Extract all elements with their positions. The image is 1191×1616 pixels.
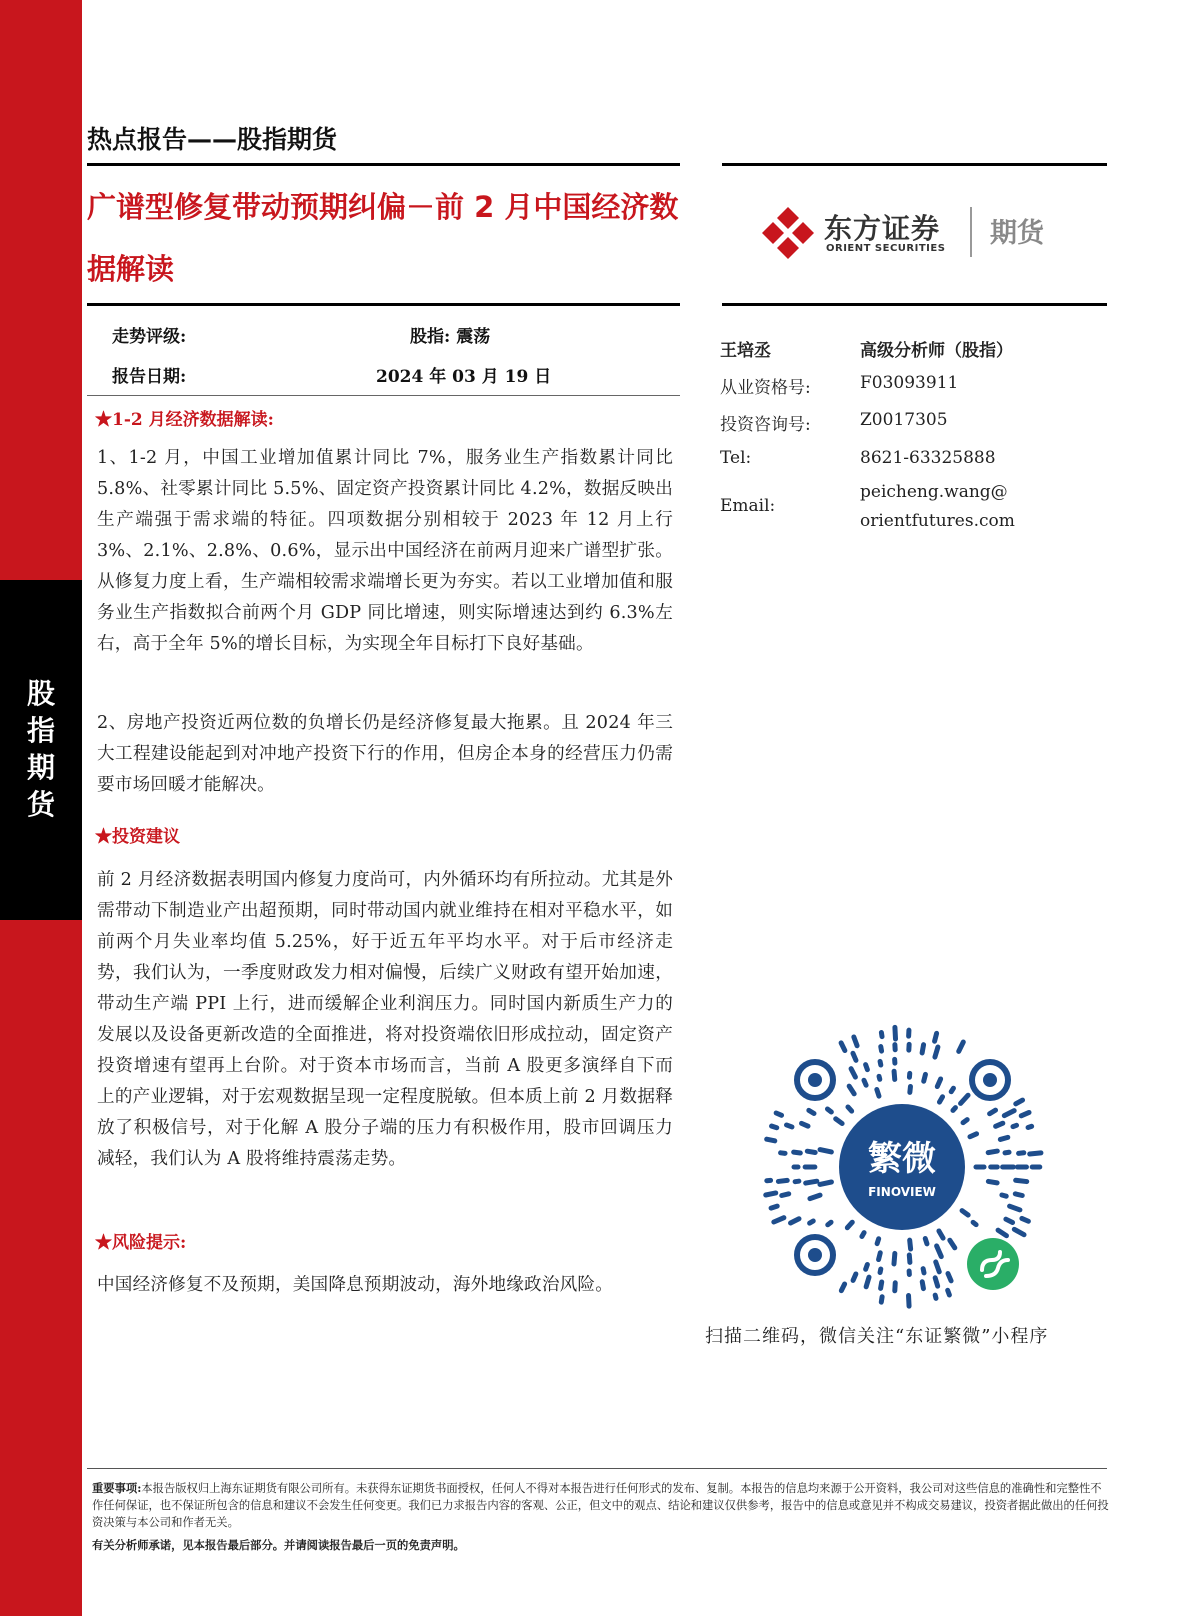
qr-dot bbox=[881, 1282, 882, 1288]
qr-dot bbox=[936, 1262, 940, 1272]
qr-dot bbox=[864, 1080, 866, 1085]
qr-dot bbox=[820, 1150, 831, 1152]
qr-dot bbox=[923, 1269, 924, 1273]
qr-dot bbox=[776, 1113, 781, 1115]
qr-code[interactable] bbox=[755, 1020, 1050, 1315]
qr-dot bbox=[988, 1151, 997, 1153]
analyst-title: 高级分析师（股指） bbox=[860, 341, 1013, 361]
logo-cn-text: 东方证券 bbox=[824, 212, 941, 245]
disclaimer-text: 本报告版权归上海东证期货有限公司所有。未获得东证期货书面授权，任何人不得对本报告进行任何形式的发布、复制。本报告的信息均来源于公开资料，我公司对这些信息的准确性和完整性不作任何保证，也不保证所包含的信息和建议不会发生任何变更。我们已力求报告内容的客观、公正，但文中的观点、结论和建议仅供参考，报告中的信息或意见并不构成交易建议，投资者据此做出的任何投资决策与本公司和作者无关。 bbox=[92, 1482, 1109, 1529]
qr-dot bbox=[827, 1109, 831, 1112]
qr-dot bbox=[951, 1088, 953, 1091]
logo-division: 期货 bbox=[990, 218, 1044, 249]
qr-dot bbox=[909, 1296, 910, 1307]
qr-dot bbox=[1005, 1152, 1009, 1153]
qr-dot bbox=[880, 1061, 881, 1065]
qr-dot bbox=[910, 1240, 911, 1249]
qr-dot bbox=[881, 1032, 882, 1036]
page-title: 广谱型修复带动预期纠偏－前 2 月中国经济数据解读 bbox=[87, 190, 679, 286]
qr-dot bbox=[782, 1194, 789, 1196]
section-title: ★风险提示: bbox=[95, 1233, 187, 1253]
qr-dot bbox=[862, 1233, 864, 1237]
qr-dot bbox=[1016, 1180, 1027, 1181]
divider bbox=[87, 395, 680, 396]
logo-separator bbox=[970, 207, 972, 257]
qualification-label: 从业资格号: bbox=[720, 378, 811, 398]
date-label: 报告日期: bbox=[112, 367, 187, 387]
tel-value: 8621-63325888 bbox=[860, 448, 996, 468]
qr-dot bbox=[1015, 1194, 1022, 1196]
qr-dot bbox=[962, 1211, 968, 1215]
paragraph: 中国经济修复不及预期，美国降息预期波动，海外地缘政治风险。 bbox=[97, 1275, 614, 1295]
qr-dot bbox=[894, 1253, 895, 1264]
analyst-commitment-note: 有关分析师承诺，见本报告最后部分。并请阅读报告最后一页的免责声明。 bbox=[92, 1538, 465, 1552]
analyst-name: 王培丞 bbox=[720, 341, 771, 361]
tel-label: Tel: bbox=[720, 448, 752, 468]
qr-dot bbox=[766, 1193, 776, 1195]
section-title: ★投资建议 bbox=[95, 827, 180, 847]
qr-dot bbox=[990, 1110, 996, 1114]
paragraph: 2、房地产投资近两位数的负增长仍是经济修复最大拖累。且 2024 年三大工程建设能起到对冲地产投资下行的作用，但房企本身的经营压力仍需要市场回暖才能解决。 bbox=[97, 713, 673, 795]
qr-center-en: FINOVIEW bbox=[868, 1185, 936, 1199]
sidebar-char: 股 bbox=[26, 677, 55, 710]
date-value: 2024 年 03 月 19 日 bbox=[376, 367, 552, 387]
qr-dot bbox=[810, 1195, 820, 1198]
qr-dot bbox=[1002, 1195, 1006, 1196]
qr-dot bbox=[973, 1222, 976, 1224]
email-label: Email: bbox=[720, 496, 776, 516]
disclaimer-label: 重要事项: bbox=[92, 1481, 142, 1495]
qr-dot bbox=[853, 1274, 856, 1280]
qr-dot bbox=[841, 1284, 844, 1291]
rating-value: 股指: 震荡 bbox=[410, 327, 491, 347]
qr-dot bbox=[963, 1120, 967, 1123]
section-title: ★1-2 月经济数据解读: bbox=[95, 410, 274, 430]
qr-dot bbox=[880, 1269, 881, 1273]
qr-dot bbox=[771, 1206, 777, 1208]
qr-dot bbox=[866, 1264, 868, 1269]
qr-dot bbox=[948, 1274, 951, 1281]
qr-dot bbox=[894, 1071, 895, 1079]
qr-dot bbox=[1019, 1153, 1024, 1154]
qr-dot bbox=[853, 1053, 856, 1060]
qr-dot bbox=[939, 1231, 943, 1238]
qr-dot bbox=[767, 1139, 775, 1141]
qr-dot bbox=[794, 1152, 801, 1153]
qr-dot bbox=[879, 1076, 880, 1079]
qr-dot bbox=[1030, 1153, 1041, 1154]
qr-dot bbox=[881, 1047, 882, 1052]
rating-label: 走势评级: bbox=[112, 327, 187, 347]
qr-dot bbox=[895, 1027, 896, 1039]
qr-dot bbox=[851, 1069, 855, 1077]
qr-dot bbox=[950, 1240, 955, 1248]
sidebar-char: 期 bbox=[26, 751, 55, 784]
qr-dot bbox=[849, 1086, 854, 1094]
qr-dot bbox=[948, 1290, 950, 1295]
qr-dot bbox=[935, 1278, 937, 1286]
qr-dot bbox=[1010, 1206, 1020, 1210]
qr-center-cn: 繁微 bbox=[868, 1139, 936, 1179]
qr-dot bbox=[937, 1079, 940, 1087]
investment-consult-label: 投资咨询号: bbox=[720, 415, 811, 435]
qr-dot bbox=[1000, 1137, 1007, 1139]
qr-dot bbox=[810, 1221, 814, 1223]
qr-dot bbox=[807, 1151, 815, 1152]
logo-en-text: ORIENT SECURITIES bbox=[826, 243, 946, 254]
qr-dot bbox=[879, 1253, 881, 1260]
qr-dot bbox=[1028, 1126, 1032, 1127]
qr-dot bbox=[935, 1033, 937, 1041]
qr-dot bbox=[1006, 1219, 1013, 1222]
divider bbox=[722, 303, 1107, 306]
qr-dot bbox=[935, 1295, 936, 1298]
report-type: 热点报告——股指期货 bbox=[87, 125, 338, 154]
qr-dot bbox=[1022, 1218, 1029, 1221]
qr-dot bbox=[854, 1037, 857, 1046]
divider bbox=[87, 303, 680, 306]
qr-dot bbox=[937, 1246, 942, 1257]
qr-dot bbox=[996, 1123, 1003, 1126]
qr-dot bbox=[802, 1123, 808, 1126]
qr-dot bbox=[848, 1107, 852, 1111]
wechat-miniprogram-icon bbox=[967, 1238, 1019, 1290]
divider bbox=[722, 163, 1107, 166]
qr-dot bbox=[772, 1126, 777, 1128]
qr-dot bbox=[922, 1045, 923, 1053]
qr-dot bbox=[847, 1222, 852, 1227]
qr-dot bbox=[881, 1297, 882, 1302]
qr-dot bbox=[866, 1065, 868, 1070]
qr-dot bbox=[1004, 1111, 1014, 1116]
qr-dot bbox=[1013, 1125, 1017, 1126]
qr-dot bbox=[998, 1230, 1006, 1236]
qr-dot bbox=[778, 1180, 787, 1181]
paragraph: 1、1-2 月，中国工业增加值累计同比 7%，服务业生产指数累计同比 5.8%、社零累计同比 5.5%、固定资产投资累计同比 4.2%，数据反映出生产端强于需求端的特征。四项数据分别相较于 2023 年 12 月上行 3%、2.1%、2.8%、0.6%，显示出中国经济在前两月迎来广谱型扩张。从修复力度上看，生产端相较需求端增长更为夯实。若以工业增加值和服务业生产指数拟合前两个月 GDP 同比增速，则实际增速达到约 6.3%左右，高于全年 5%的增长目标，为实现全年目标打下良好基础。 bbox=[97, 448, 673, 654]
qr-dot bbox=[1014, 1229, 1024, 1234]
email-value-line2[interactable]: orientfutures.com bbox=[860, 511, 1015, 531]
qr-dot bbox=[909, 1255, 910, 1262]
sidebar-char: 指 bbox=[26, 714, 55, 747]
qr-dot bbox=[806, 1181, 817, 1183]
qr-dot bbox=[809, 1110, 814, 1113]
qr-dot bbox=[939, 1097, 942, 1102]
qr-dot bbox=[910, 1086, 911, 1092]
qr-dot bbox=[841, 1043, 845, 1051]
qualification-value: F03093911 bbox=[860, 373, 959, 393]
qr-dot bbox=[961, 1095, 968, 1103]
qr-dot bbox=[1016, 1100, 1023, 1104]
qr-dot bbox=[970, 1134, 977, 1137]
disclaimer bbox=[92, 1480, 1112, 1531]
qr-dot bbox=[1021, 1112, 1029, 1115]
qr-dot bbox=[781, 1153, 785, 1154]
qr-dot bbox=[877, 1089, 879, 1096]
qr-dot bbox=[953, 1108, 955, 1111]
qr-dot bbox=[820, 1182, 831, 1184]
logo-mark-icon bbox=[760, 205, 816, 261]
company-logo bbox=[760, 205, 1060, 265]
qr-dot bbox=[877, 1239, 879, 1244]
qr-dot bbox=[935, 1047, 938, 1057]
paragraph: 前 2 月经济数据表明国内修复力度尚可，内外循环均有所拉动。尤其是外需带动下制造业产出超预期，同时带动国内就业维持在相对平稳水平，如前两个月失业率均值 5.25%，好于近五年平均水平。对于后市经济走势，我们认为，一季度财政发力相对偏慢，后续广义财政有望开始加速，带动生产端 PPI 上行，进而缓解企业利润压力。同时国内新质生产力的发展以及设备更新改造的全面推进，将对投资端依旧形成拉动，固定资产投资增速有望再上台阶。对于资本市场而言，当前 A 股更多演绎自下而上的产业逻辑，对于宏观数据呈现一定程度脱敏。但本质上前 2 月数据释放了积极信号，对于化解 A 股分子端的压力有积极作用，股市回调压力减轻，我们认为 A 股将维持震荡走势。 bbox=[97, 870, 673, 1169]
qr-dot bbox=[924, 1074, 926, 1081]
divider bbox=[87, 163, 680, 166]
qr-dot bbox=[988, 1181, 997, 1182]
sidebar-label bbox=[0, 675, 82, 823]
qr-dot bbox=[922, 1282, 923, 1289]
qr-dot bbox=[836, 1119, 842, 1124]
sidebar-char: 货 bbox=[26, 788, 55, 821]
qr-dot bbox=[786, 1125, 791, 1127]
qr-dot bbox=[959, 1042, 964, 1051]
divider bbox=[87, 1468, 1107, 1469]
qr-dot bbox=[795, 1181, 799, 1182]
email-value-line1[interactable]: peicheng.wang@ bbox=[860, 482, 1008, 502]
qr-dot bbox=[791, 1219, 799, 1223]
qr-dot bbox=[925, 1239, 927, 1244]
investment-consult-value: Z0017305 bbox=[860, 410, 948, 430]
qr-dot bbox=[774, 1218, 784, 1222]
qr-dot bbox=[828, 1222, 831, 1225]
qr-caption: 扫描二维码，微信关注“东证繁微”小程序 bbox=[705, 1326, 1049, 1347]
qr-dot bbox=[866, 1277, 869, 1287]
